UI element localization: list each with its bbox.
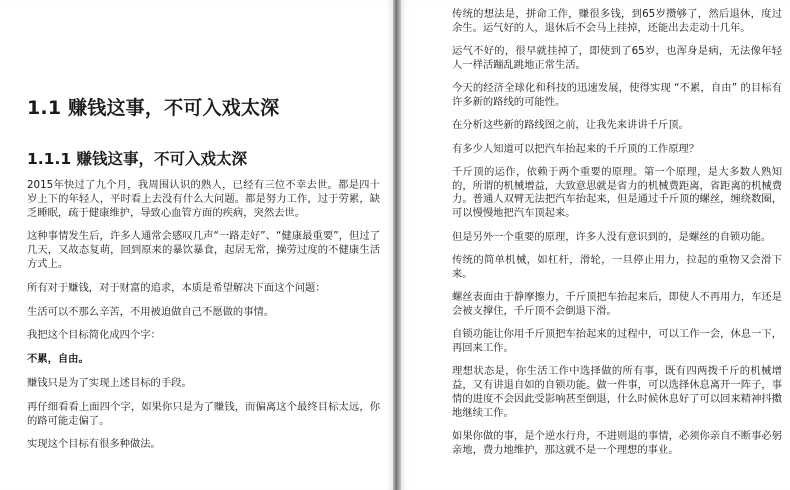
paragraph: 螺丝表面由于静摩擦力，千斤顶把车抬起来后，即使人不再用力，车还是会被支撑住，千斤顶不会倒退下滑。	[452, 290, 782, 317]
paragraph: 传统的想法是，拼命工作，赚很多钱，到65岁攒够了，然后退休，度过余生。运气好的人，退休后不会马上挂掉，还能出去走动十几年。	[452, 8, 782, 34]
paragraph: 有多少人知道可以把汽车抬起来的千斤顶的工作原理？	[452, 142, 700, 155]
paragraph: 但是另外一个重要的原理，许多人没有意识到的，是螺丝的自锁功能。	[452, 230, 772, 243]
paragraph: 理想状态是，你生活工作中选择做的所有事，既有四两拨千斤的机械增益，又有讲退自如的自锁功能。做一件事，可以选择休息离开一阵子，事情的进度不会因此受影响甚至倒退，什么时候休息好了可以回来精神抖擞地继续工作。	[452, 365, 782, 419]
section-heading: 1.1.1 赚钱这事，不可入戏太深	[27, 150, 248, 168]
chapter-heading: 1.1 赚钱这事，不可入戏太深	[27, 97, 280, 119]
page-gutter	[393, 0, 401, 490]
paragraph: 再仔细看看上面四个字，如果你只是为了赚钱，而偏离这个最终目标太远，你的路可能走偏了。	[27, 400, 380, 427]
paragraph: 2015年快过了九个月，我周围认识的熟人，已经有三位不幸去世。都是四十岁上下的年轻人，平时看上去没有什么大问题。都是努力工作，过于劳累，缺乏睡眠，疏于健康维护，导致心血管方面的疾病，突然去世。	[27, 179, 380, 219]
paragraph: 在分析这些新的路线图之前，让我先来讲讲千斤顶。	[452, 119, 689, 132]
paragraph: 运气不好的，很早就挂掉了，即使到了65岁，也浑身是病，无法像年轻人一样活蹦乱跳地正常生活。	[452, 45, 782, 71]
paragraph: 实现这个目标有很多种做法。	[27, 438, 161, 451]
paragraph: 所有对于赚钱，对于财富的追求，本质是希望解决下面这个问题：	[27, 281, 326, 294]
paragraph: 赚钱只是为了实现上述目标的手段。	[27, 376, 192, 389]
paragraph: 我把这个目标简化成四个字：	[27, 329, 161, 342]
right-page	[401, 0, 790, 490]
paragraph: 今天的经济全球化和科技的迅速发展，使得实现 “不累，自由” 的目标有许多新的路线的可能性。	[452, 82, 782, 108]
paragraph: 千斤顶的运作，依赖于两个重要的原理。第一个原理，是大多数人熟知的，所谓的机械增益，大致意思就是省力的机械费距离，省距离的机械费力。普通人双臂无法把汽车抬起来，但是通过千斤顶的螺丝，缠绕数圈，可以慢慢地把汽车顶起来。	[452, 165, 782, 220]
paragraph: 自锁功能让你用千斤顶把车抬起来的过程中，可以工作一会，休息一下，再回来工作。	[452, 328, 782, 354]
paragraph: 生活可以不那么辛苦，不用被迫做自己不愿做的事情。	[27, 305, 275, 318]
paragraph: 如果你做的事，是个逆水行舟，不进则退的事情，必须你亲自不断事必躬亲地，费力地维护，那这就不是一个理想的事业。	[452, 429, 782, 456]
left-page-text-column	[27, 96, 380, 462]
left-page	[0, 0, 393, 490]
bold-paragraph: 不累，自由。	[27, 353, 89, 366]
right-page-text-column	[452, 8, 782, 467]
paragraph: 传统的简单机械，如杠杆，滑轮，一旦停止用力，拉起的重物又会滑下来。	[452, 253, 782, 280]
paragraph: 这种事情发生后，许多人通常会感叹几声“一路走好”、“健康最重要”，但过了几天，又故态复萌，回到原来的暴饮暴食，起居无常，操劳过度的不健康生活方式上。	[27, 230, 380, 270]
